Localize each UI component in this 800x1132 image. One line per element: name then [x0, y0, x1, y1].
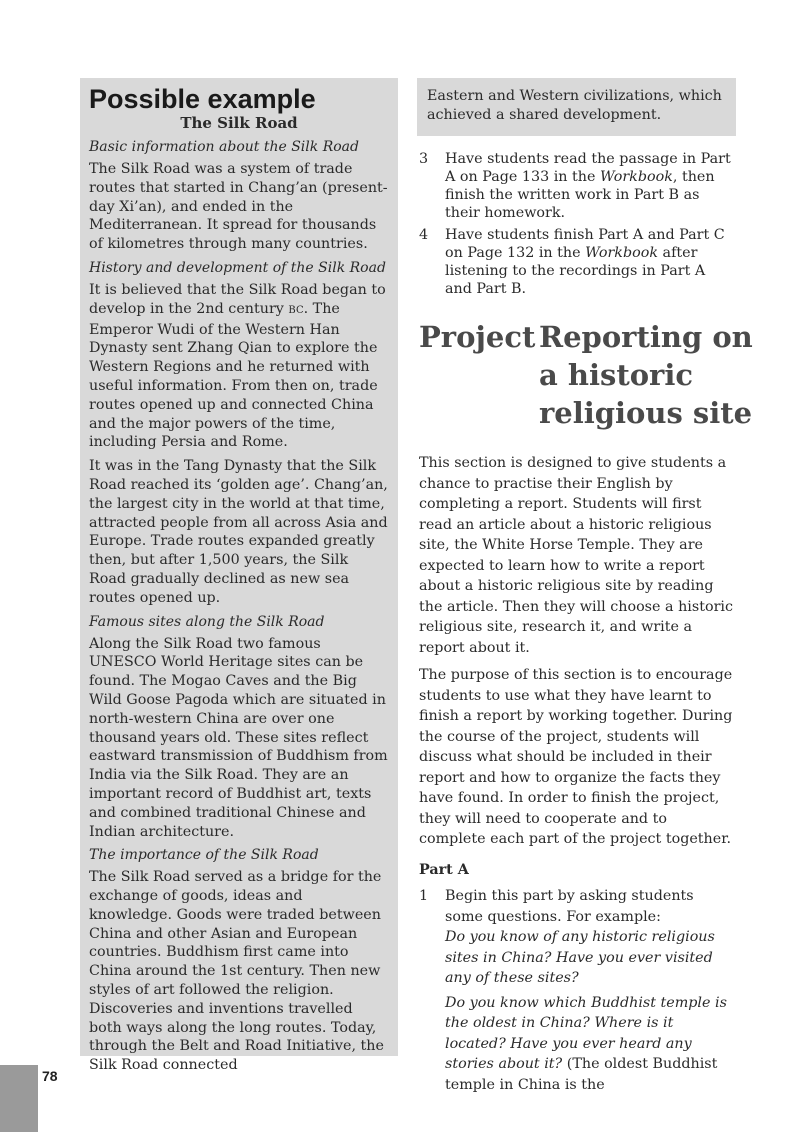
step-text-end: after listening to the recordings in Part A and Part B. — [445, 245, 706, 297]
example-question-2-block — [445, 993, 735, 1096]
step-text-start: Have students finish Part A and Part C on Page 132 in the — [445, 227, 725, 261]
example-subtitle: The Silk Road — [180, 114, 298, 132]
workbook-title: Workbook — [585, 245, 659, 261]
paragraph-importance: The Silk Road served as a bridge for the exchange of goods, ideas and knowledge. Goods were traded between China and other Asian and European countries. Buddhism first came into China around the 1st century. Then new styles of art followed the religion. Discoveries and inventions travelled both ways along the long routes. Today, through the Belt and Road Initiative, the Silk Road connected — [89, 869, 384, 1074]
step-number: 4 — [419, 227, 429, 243]
example-answer: (The oldest Buddhist temple in China is the — [445, 1056, 718, 1093]
subhead-famous-sites: Famous sites along the Silk Road — [89, 613, 325, 630]
example-box — [80, 78, 398, 1074]
part-a-heading: Part A — [419, 861, 469, 878]
step-text-end: , then finish the written work in Part B as their homework. — [445, 169, 715, 221]
paragraph-history — [89, 281, 389, 452]
part-a-item-content — [445, 886, 735, 1095]
project-paragraph-purpose: The purpose of this section is to encourage students to use what they have learnt to finish a report by working together. During the course of the project, students will discuss what should be included in their report and how to organize the facts they have found. In order to finish the project, they will need to cooperate and to complete each part of the project together. — [419, 667, 733, 847]
subhead-importance: The importance of the Silk Road — [89, 847, 319, 864]
paragraph-basic-info: The Silk Road was a system of trade routes that started in Chang’an (present-day Xi’an), and ended in the Mediterranean. It spread for thousands of kilometres through many countries. — [89, 161, 388, 253]
subhead-basic-info: Basic information about the Silk Road — [89, 139, 359, 155]
subhead-history: History and development of the Silk Road — [89, 259, 386, 276]
part-a-item — [419, 886, 735, 1095]
step-text — [445, 226, 735, 298]
example-question-2: Do you know which Buddhist temple is the oldest in China? Where is it located? Have you ever heard any stories about it? — [445, 994, 727, 1072]
continued-example-box: Eastern and Western civilizations, which achieved a shared development. — [417, 78, 736, 136]
project-body — [419, 453, 735, 1099]
bc-abbreviation: BC — [288, 304, 304, 316]
part-a-item-text: Begin this part by asking students some questions. For example: — [445, 888, 694, 925]
page-number: 78 — [42, 1068, 58, 1084]
project-title: Reporting on a historic religious site — [539, 320, 753, 430]
workbook-title: Workbook — [600, 169, 673, 185]
example-heading: Possible example — [89, 84, 316, 114]
paragraph-history-start: It is believed that the Silk Road began to develop in the 2nd century — [89, 281, 386, 317]
part-a-item-number: 1 — [419, 888, 429, 904]
step-item — [419, 150, 735, 222]
step-item — [419, 226, 735, 298]
step-text — [445, 150, 735, 222]
paragraph-history-end: . The Emperor Wudi of the Western Han Dynasty sent Zhang Qian to explore the Western Regions and he returned with useful information. From then on, trade routes opened up and connected China and the major powers of the time, including Persia and Rome. — [89, 300, 378, 451]
step-text-start: Have students read the passage in Part A on Page 133 in the — [445, 151, 731, 185]
steps-list — [419, 150, 735, 302]
step-number: 3 — [419, 151, 429, 167]
example-question-1: Do you know of any historic religious sites in China? Have you ever visited any of these sites? — [445, 929, 715, 986]
project-paragraph-intro: This section is designed to give students a chance to practise their English by completing a report. Students will first read an article about a historic religious site, the White Horse Temple. They are expected to learn how to write a report about a historic religious site by reading the article. Then they will choose a historic religious site, research it, and write a report about it. — [419, 455, 733, 656]
page-edge-tab — [0, 1065, 38, 1132]
paragraph-tang-dynasty: It was in the Tang Dynasty that the Silk Road reached its ‘golden age’. Chang’an, the largest city in the world at that time, attracted people from all across Asia and Europe. Trade routes expanded greatly then, but after 1,500 years, the Silk Road gradually declined as new sea routes opened up. — [89, 458, 388, 606]
paragraph-famous-sites: Along the Silk Road two famous UNESCO World Heritage sites can be found. The Mogao Caves and the Big Wild Goose Pagoda which are situated in north-western China are over one thousand years old. These sites reflect eastward transmission of Buddhism from India via the Silk Road. They are an important record of Buddhist art, texts and combined traditional Chinese and Indian architecture. — [89, 635, 388, 840]
project-label: Project — [419, 320, 536, 354]
